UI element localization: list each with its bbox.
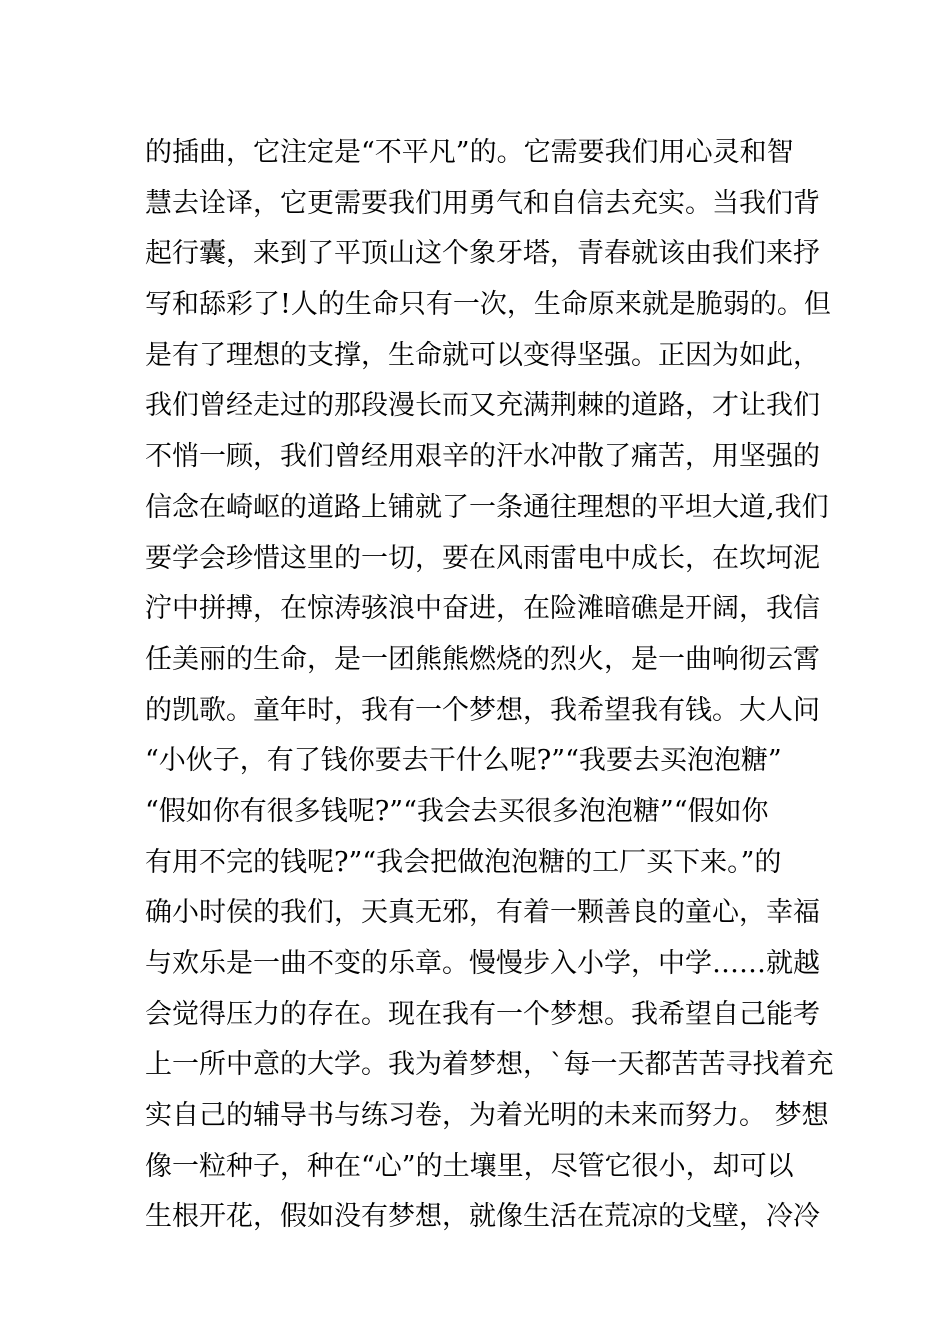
text-line: 慧去诠译，它更需要我们用勇气和自信去充实。当我们背 xyxy=(145,187,820,219)
text-line: 的凯歌。童年时，我有一个梦想，我希望我有钱。大人问 xyxy=(145,694,820,726)
text-line: 的插曲，它注定是“不平凡”的。它需要我们用心灵和智 xyxy=(145,137,794,168)
text-line: 写和舔彩了!人的生命只有一次，生命原来就是脆弱的。但 xyxy=(145,289,831,321)
text-line: 泞中拼搏，在惊涛骇浪中奋进，在险滩暗礁是开阔，我信 xyxy=(145,593,820,625)
text-line: 生根开花，假如没有梦想，就像生活在荒凉的戈壁，冷冷 xyxy=(145,1201,820,1233)
text-line: 信念在崎岖的道路上铺就了一条通往理想的平坦大道,我们 xyxy=(145,491,829,523)
text-line: 会觉得压力的存在。现在我有一个梦想。我希望自己能考 xyxy=(145,998,820,1030)
text-line: 上一所中意的大学。我为着梦想，`每一天都苦苦寻找着充 xyxy=(145,1049,834,1081)
text-line: 与欢乐是一曲不变的乐章。慢慢步入小学，中学……就越 xyxy=(145,948,820,979)
body-text xyxy=(145,128,834,1243)
text-line: 是有了理想的支撑，生命就可以变得坚强。正因为如此， xyxy=(145,339,820,371)
text-line: 实自己的辅导书与练习卷，为着光明的未来而努力。 梦想 xyxy=(145,1100,829,1132)
text-line: 有用不完的钱呢?”“我会把做泡泡糖的工厂买下来。”的 xyxy=(145,846,782,878)
text-line: 不悄一顾，我们曾经用艰辛的汗水冲散了痛苦，用坚强的 xyxy=(145,441,820,473)
text-line: 起行囊，来到了平顶山这个象牙塔，青春就该由我们来抒 xyxy=(145,238,820,270)
text-line: 确小时侯的我们，天真无邪，有着一颗善良的童心，幸福 xyxy=(145,897,820,929)
text-line: 像一粒种子，种在“心”的土壤里，尽管它很小，却可以 xyxy=(145,1150,794,1182)
text-line: 我们曾经走过的那段漫长而又充满荆棘的道路，才让我们 xyxy=(145,390,820,422)
text-line: “小伙子，有了钱你要去干什么呢?”“我要去买泡泡糖” xyxy=(145,745,782,777)
text-line: 要学会珍惜这里的一切，要在风雨雷电中成长，在坎坷泥 xyxy=(145,542,820,574)
text-line: 任美丽的生命，是一团熊熊燃烧的烈火，是一曲响彻云霄 xyxy=(145,643,820,675)
text-line: “假如你有很多钱呢?”“我会去买很多泡泡糖”“假如你 xyxy=(145,795,769,827)
